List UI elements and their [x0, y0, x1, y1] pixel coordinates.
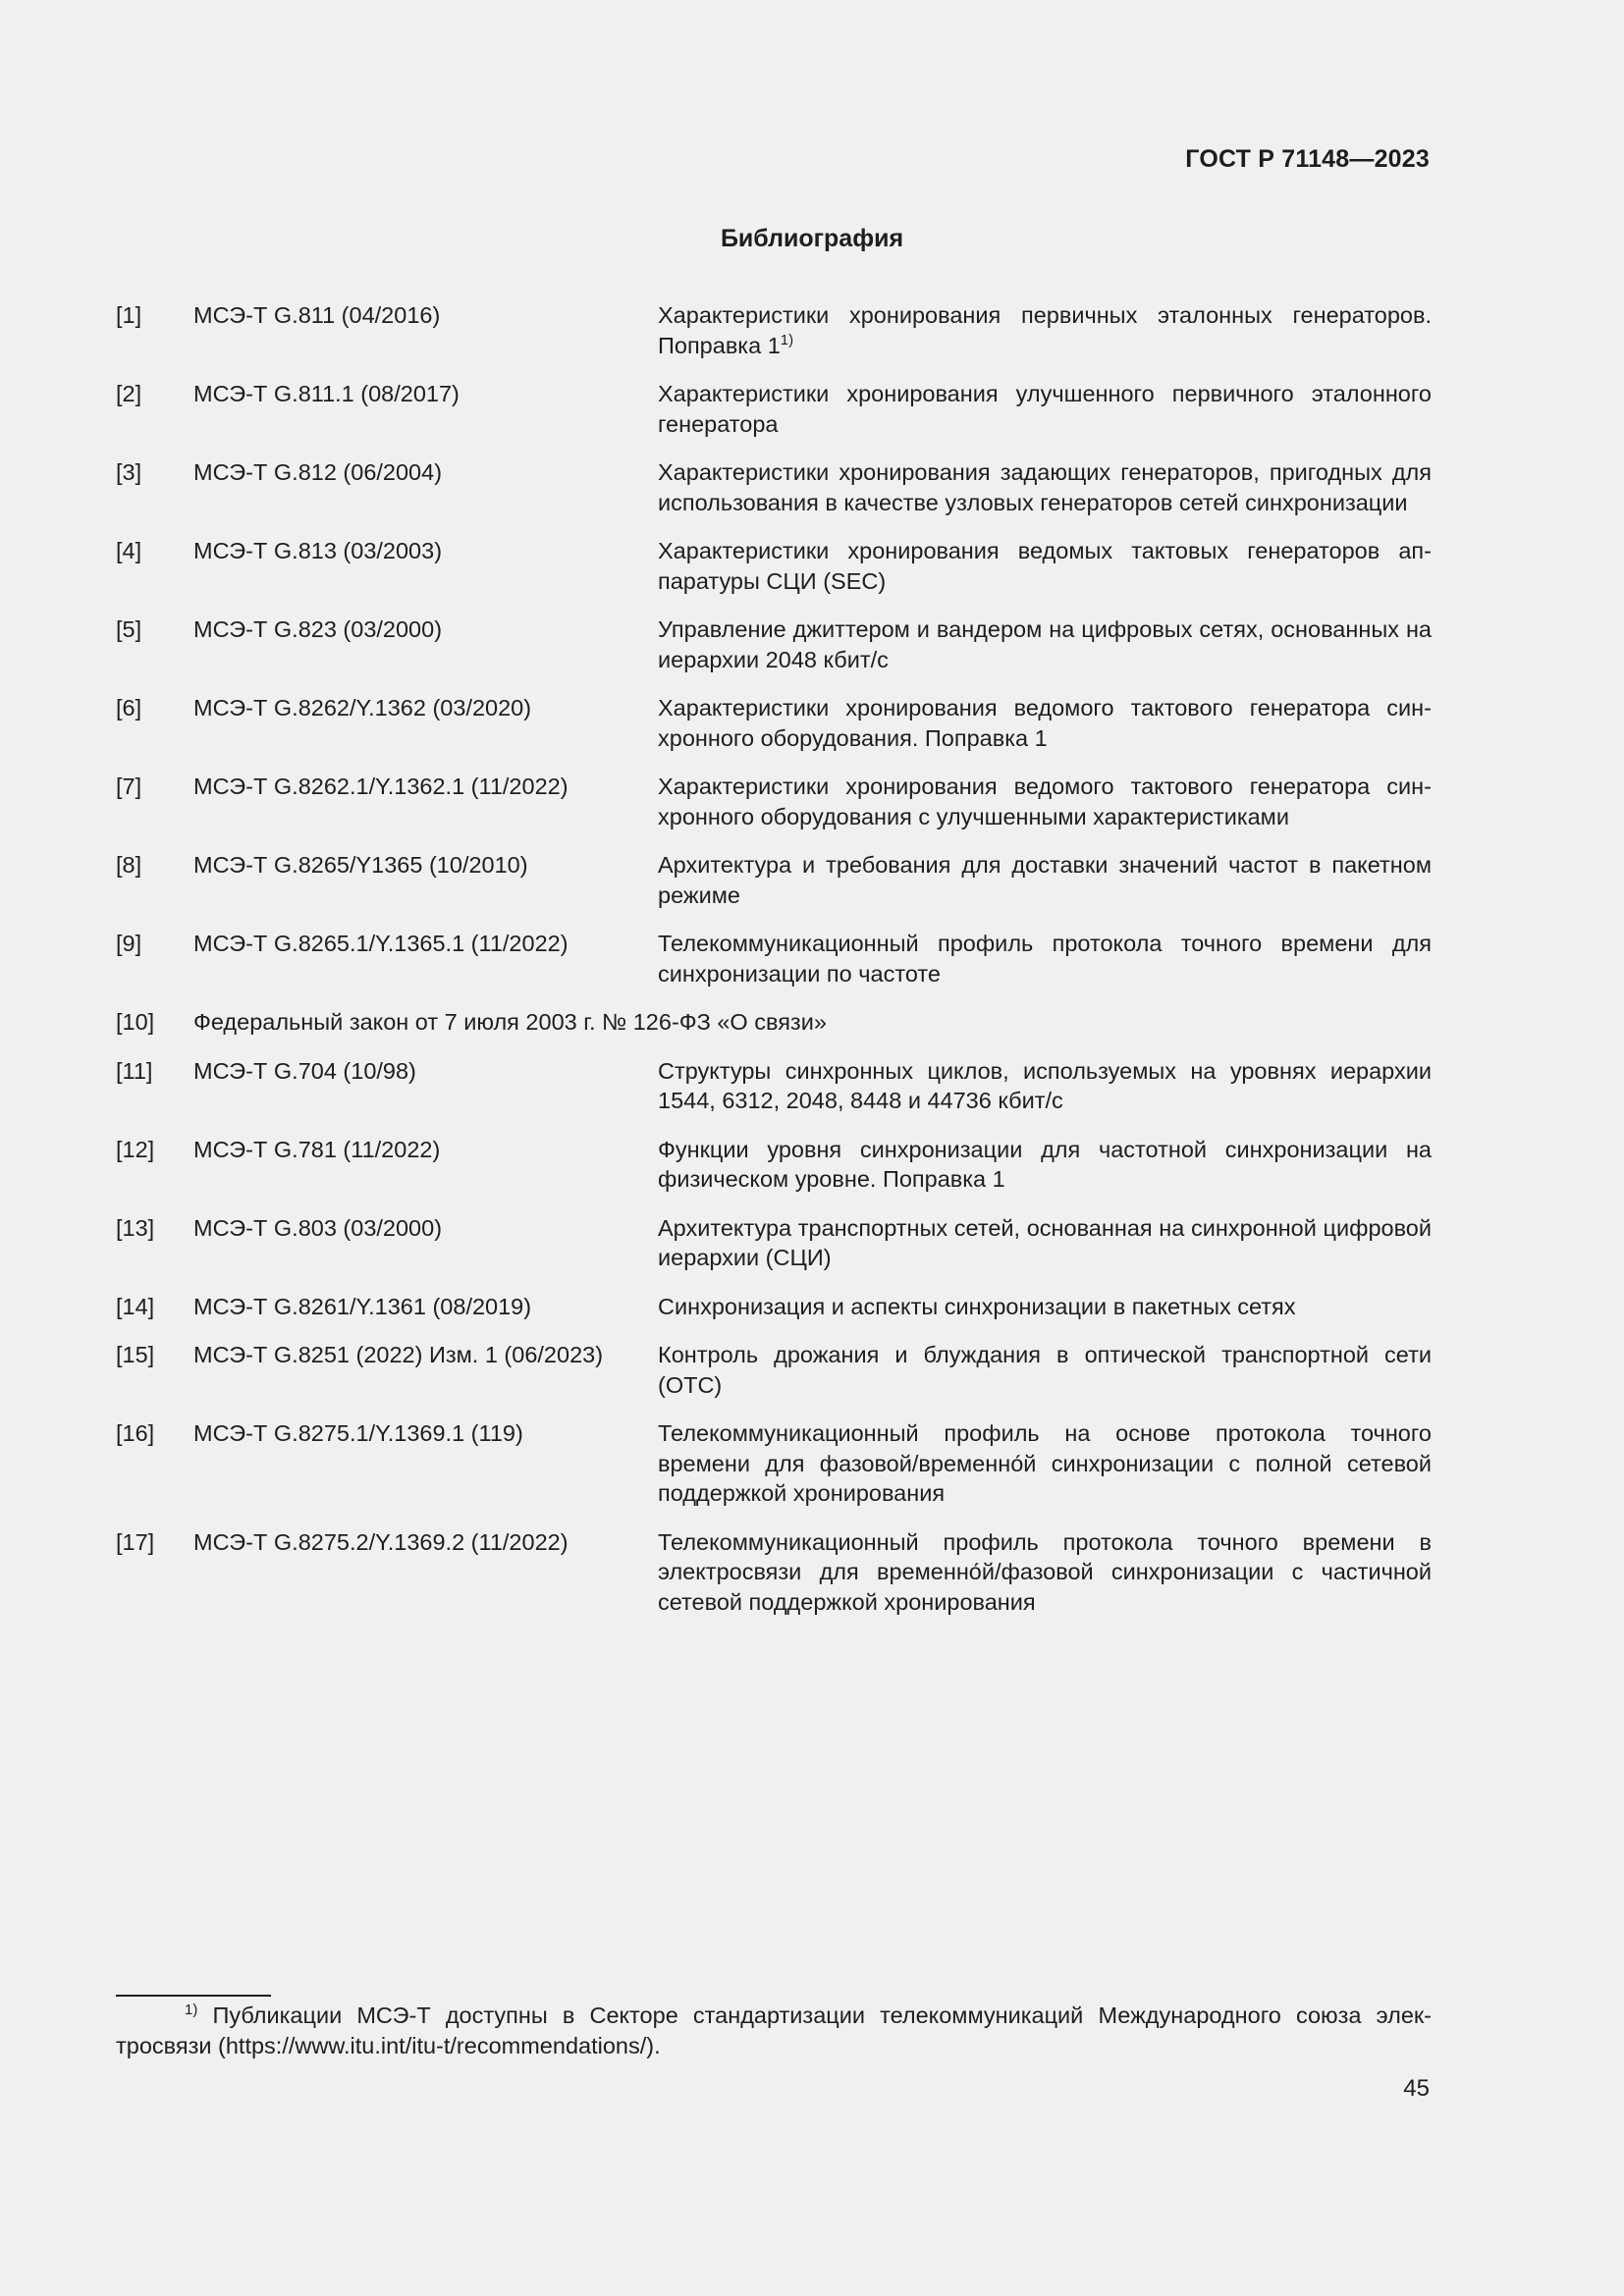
entry-description [658, 1056, 1432, 1116]
entry-description [658, 1213, 1432, 1273]
bibliography-entry [116, 1340, 1432, 1400]
bibliography-entry [116, 929, 1432, 988]
entry-reference: МСЭ-Т G.8265/Y1365 (10/2010) [193, 852, 528, 878]
entry-number: [6] [116, 695, 142, 721]
page-number: 45 [1403, 2075, 1430, 2102]
entry-description-text: Характеристики хронирования ведомого тактового генератора синхронного оборудования с улучшенными характеристиками [658, 774, 1432, 829]
entry-description-text: Характеристики хронирования первичных эталонных генераторов. Поправка 1 [658, 302, 1432, 358]
entry-number: [8] [116, 852, 142, 878]
entry-description [658, 614, 1432, 674]
entry-number: [17] [116, 1528, 155, 1555]
entry-description [658, 1527, 1432, 1618]
footnote [116, 2001, 1432, 2061]
entry-number: [2] [116, 381, 142, 406]
entry-description-text: Характеристики хронирования улучшенного первичного эталонного генератора [658, 381, 1432, 437]
footnote-reference: 1) [780, 331, 794, 348]
bibliography-entry [116, 1007, 1432, 1038]
entry-description-text: Телекоммуникационный профиль протокола точного времени в электросвязи для временно́й/фазовой синхронизации с частичной сетевой поддержкой хронирования [658, 1528, 1432, 1615]
entry-description-text: Управление джиттером и вандером на цифровых сетях, основанных на иерархии 2048 кбит/с [658, 616, 1432, 672]
entry-number: [10] [116, 1009, 155, 1035]
bibliography-entry [116, 536, 1432, 596]
entry-number: [16] [116, 1420, 155, 1446]
section-title: Библиография [720, 225, 904, 252]
entry-reference: МСЭ-Т G.811 (04/2016) [193, 302, 441, 328]
entry-number: [7] [116, 774, 142, 799]
entry-number: [12] [116, 1136, 155, 1162]
entry-reference: Федеральный закон от 7 июля 2003 г. № 126-ФЗ «О связи» [193, 1009, 827, 1035]
entry-description [658, 772, 1432, 831]
entry-description-text: Характеристики хронирования ведомых тактовых генераторов аппаратуры СЦИ (SEC) [658, 538, 1432, 594]
entry-description-text: Синхронизация и аспекты синхронизации в пакетных сетях [658, 1293, 1296, 1319]
bibliography-entry [116, 1292, 1432, 1322]
entry-reference: МСЭ-Т G.8261/Y.1361 (08/2019) [193, 1293, 532, 1319]
bibliography-entry [116, 1418, 1432, 1509]
entry-reference: МСЭ-Т G.8251 (2022) Изм. 1 (06/2023) [193, 1342, 604, 1367]
bibliography-entry [116, 1213, 1432, 1273]
bibliography-entry [116, 772, 1432, 831]
entry-description [658, 457, 1432, 517]
entry-number: [5] [116, 616, 142, 642]
bibliography-entry [116, 1056, 1432, 1116]
bibliography-entry [116, 300, 1432, 360]
entry-description [658, 929, 1432, 988]
entry-reference: МСЭ-Т G.781 (11/2022) [193, 1136, 441, 1162]
entry-description [658, 1292, 1432, 1322]
entry-reference: МСЭ-Т G.812 (06/2004) [193, 459, 443, 485]
entry-number: [1] [116, 302, 142, 328]
entry-number: [13] [116, 1214, 155, 1241]
entry-description-text: Контроль дрожания и блуждания в оптической транспортной сети (ОТС) [658, 1342, 1432, 1398]
entry-description [658, 850, 1432, 910]
entry-description-text: Функции уровня синхронизации для частотной синхронизации на физическом уровне. Поправка 1 [658, 1136, 1432, 1192]
entry-description-text: Характеристики хронирования задающих генераторов, пригодных для использования в качестве узловых генераторов сетей синхронизации [658, 459, 1432, 515]
entry-description-text: Структуры синхронных циклов, используемых на уровнях иерархии 1544, 6312, 2048, 8448 и 44736 кбит/с [658, 1057, 1432, 1113]
entry-reference: МСЭ-Т G.803 (03/2000) [193, 1214, 443, 1241]
entry-reference: МСЭ-Т G.8265.1/Y.1365.1 (11/2022) [193, 931, 568, 956]
document-code: ГОСТ Р 71148—2023 [1185, 145, 1430, 173]
entry-description [658, 1135, 1432, 1195]
footnote-marker: 1) [185, 2002, 198, 2018]
bibliography-entry [116, 850, 1432, 910]
bibliography-entry [116, 693, 1432, 753]
entry-description-text: Архитектура и требования для доставки значений частот в пакетном режиме [658, 852, 1432, 908]
entry-description [658, 300, 1432, 360]
entry-reference: МСЭ-Т G.8275.2/Y.1369.2 (11/2022) [193, 1528, 568, 1555]
bibliography-entry [116, 1527, 1432, 1618]
entry-reference: МСЭ-Т G.704 (10/98) [193, 1057, 416, 1084]
footnote-text: Публикации МСЭ-Т доступны в Секторе стандартизации телекоммуникаций Международного союза электросвязи (https://www.itu.int/itu-t/recommendations/). [116, 2002, 1432, 2058]
bibliography-entry [116, 457, 1432, 517]
entry-description [658, 1340, 1432, 1400]
entry-number: [11] [116, 1057, 153, 1084]
entry-description-text: Характеристики хронирования ведомого тактового генератора синхронного оборудования. Поправка 1 [658, 695, 1432, 751]
entry-reference: МСЭ-Т G.811.1 (08/2017) [193, 381, 460, 406]
entry-reference: МСЭ-Т G.8275.1/Y.1369.1 (119) [193, 1420, 523, 1446]
entry-reference: МСЭ-Т G.8262/Y.1362 (03/2020) [193, 695, 532, 721]
entry-description [658, 693, 1432, 753]
entry-description-text: Телекоммуникационный профиль на основе протокола точного времени для фазовой/временно́й синхронизации с полной сетевой поддержкой хронирования [658, 1420, 1432, 1506]
entry-number: [3] [116, 459, 142, 485]
bibliography-list [116, 300, 1432, 1635]
bibliography-entry [116, 1135, 1432, 1195]
entry-description [658, 536, 1432, 596]
entry-number: [15] [116, 1342, 155, 1367]
entry-reference: МСЭ-Т G.823 (03/2000) [193, 616, 443, 642]
entry-number: [9] [116, 931, 142, 956]
entry-description-text: Архитектура транспортных сетей, основанная на синхронной цифровой иерархии (СЦИ) [658, 1214, 1432, 1270]
entry-number: [4] [116, 538, 142, 563]
entry-number: [14] [116, 1293, 155, 1319]
entry-description-text: Телекоммуникационный профиль протокола точного времени для синхронизации по частоте [658, 931, 1432, 987]
entry-description [658, 1418, 1432, 1509]
entry-reference: МСЭ-Т G.8262.1/Y.1362.1 (11/2022) [193, 774, 568, 799]
entry-reference: МСЭ-Т G.813 (03/2003) [193, 538, 443, 563]
footnote-divider [116, 1995, 271, 1997]
bibliography-entry [116, 614, 1432, 674]
entry-description [658, 379, 1432, 439]
bibliography-entry [116, 379, 1432, 439]
